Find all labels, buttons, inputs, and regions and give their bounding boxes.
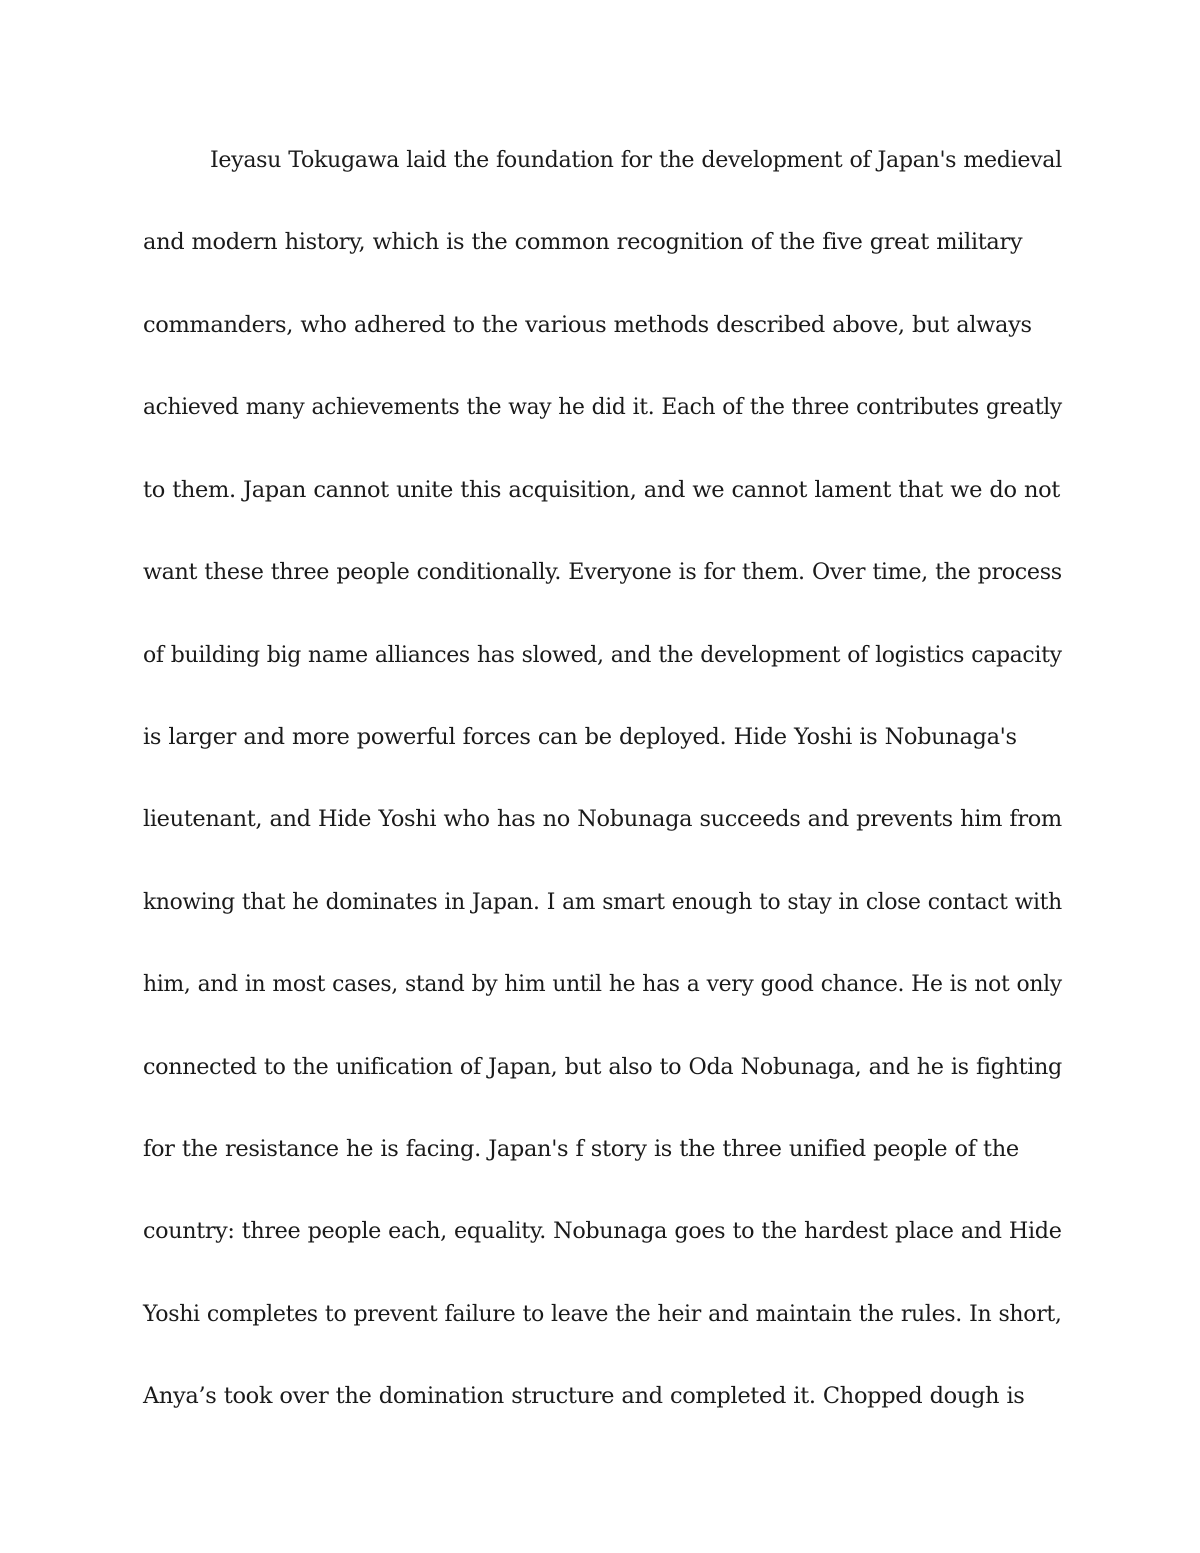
text-line: achieved many achievements the way he did it. Each of the three contributes greatly	[143, 394, 1062, 420]
text-line: lieutenant, and Hide Yoshi who has no Nobunaga succeeds and prevents him from	[143, 806, 1062, 832]
text-line: is larger and more powerful forces can be deployed. Hide Yoshi is Nobunaga's	[143, 724, 1017, 750]
text-line: connected to the unification of Japan, but also to Oda Nobunaga, and he is fighting	[143, 1054, 1062, 1080]
text-line: to them. Japan cannot unite this acquisition, and we cannot lament that we do not	[143, 477, 1060, 503]
text-line: commanders, who adhered to the various methods described above, but always	[143, 312, 1032, 338]
text-line: Yoshi completes to prevent failure to leave the heir and maintain the rules. In short,	[143, 1301, 1062, 1327]
text-line: and modern history, which is the common recognition of the five great military	[143, 229, 1023, 255]
text-line: knowing that he dominates in Japan. I am smart enough to stay in close contact with	[143, 889, 1062, 915]
text-line: country: three people each, equality. Nobunaga goes to the hardest place and Hide	[143, 1218, 1062, 1244]
text-line: for the resistance he is facing. Japan's f story is the three unified people of the	[143, 1136, 1019, 1162]
text-line: Ieyasu Tokugawa laid the foundation for the development of Japan's medieval	[210, 147, 1062, 173]
text-line: want these three people conditionally. Everyone is for them. Over time, the process	[143, 559, 1062, 585]
text-line: him, and in most cases, stand by him until he has a very good chance. He is not only	[143, 971, 1062, 997]
text-line: of building big name alliances has slowed, and the development of logistics capacity	[143, 642, 1062, 668]
text-line: Anya’s took over the domination structure and completed it. Chopped dough is	[143, 1383, 1025, 1409]
